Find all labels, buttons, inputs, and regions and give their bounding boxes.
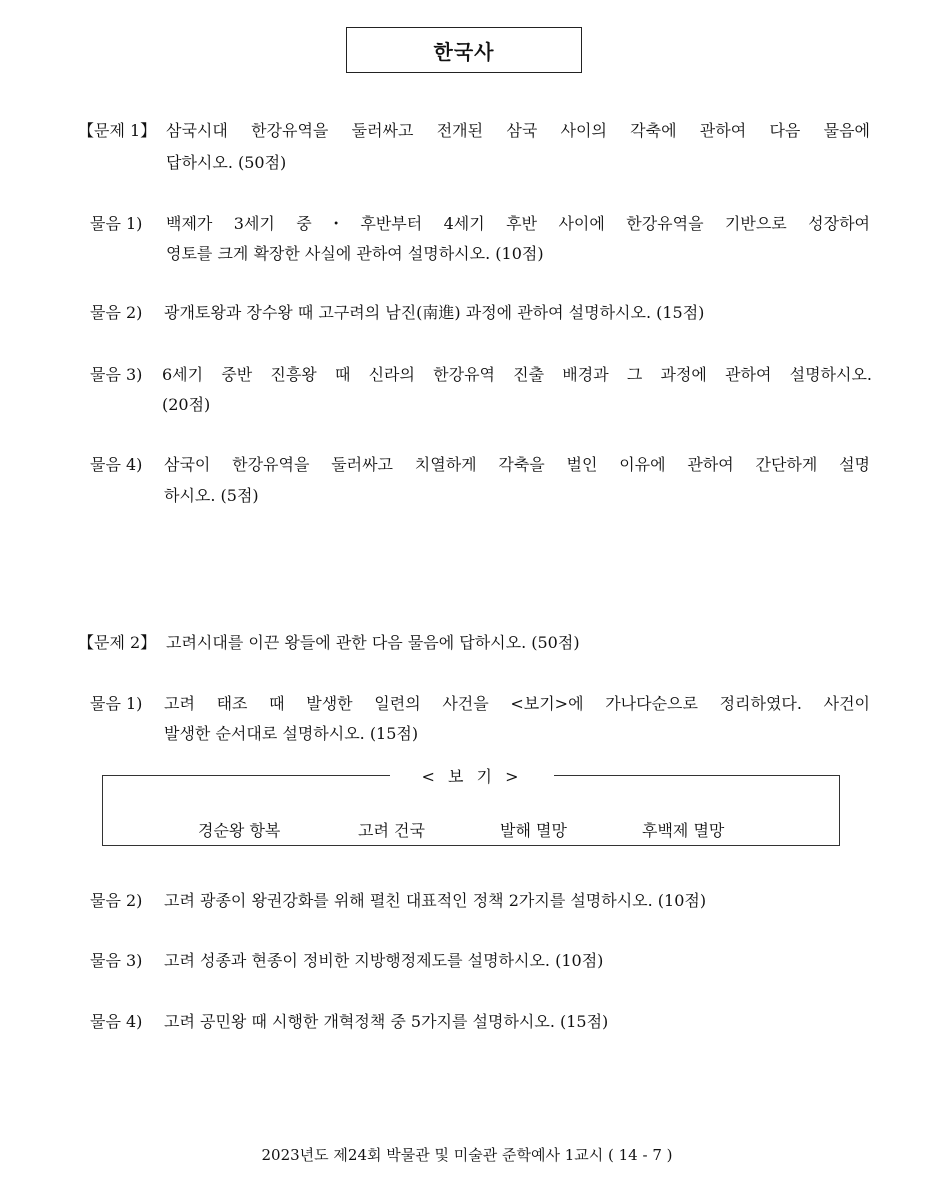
q2-sub1-line2: 발생한 순서대로 설명하시오. (15점) <box>164 724 419 743</box>
question-1-label: 【문제 1】 <box>78 121 157 140</box>
example-item: 고려 건국 <box>358 821 425 840</box>
question-1-line1: 삼국시대 한강유역을 둘러싸고 전개된 삼국 사이의 각축에 관하여 다음 물음에 <box>166 121 870 140</box>
q1-sub3-label: 물음 3) <box>90 365 143 384</box>
example-item: 후백제 멸망 <box>642 821 725 840</box>
q1-sub2-line1: 광개토왕과 장수왕 때 고구려의 남진(南進) 과정에 관하여 설명하시오. (15점) <box>164 303 705 322</box>
q2-sub4-label: 물음 4) <box>90 1012 143 1031</box>
q2-sub3-label: 물음 3) <box>90 951 143 970</box>
q1-sub3-line1: 6세기 중반 진흥왕 때 신라의 한강유역 진출 배경과 그 과정에 관하여 설명하시오. <box>162 365 872 384</box>
example-box-title: < 보 기 > <box>390 764 554 790</box>
q1-sub1-line2: 영토를 크게 확장한 사실에 관하여 설명하시오. (10점) <box>166 244 544 263</box>
q1-sub4-label: 물음 4) <box>90 455 143 474</box>
question-2-label: 【문제 2】 <box>78 633 157 652</box>
q1-sub4-line2: 하시오. (5점) <box>164 486 259 505</box>
q1-sub4-line1: 삼국이 한강유역을 둘러싸고 치열하게 각축을 벌인 이유에 관하여 간단하게 설명 <box>164 455 870 474</box>
question-2-line1: 고려시대를 이끈 왕들에 관한 다음 물음에 답하시오. (50점) <box>166 633 580 652</box>
question-1-line2: 답하시오. (50점) <box>166 153 287 172</box>
page-title: 한국사 <box>346 27 582 73</box>
q2-sub1-line1: 고려 태조 때 발생한 일련의 사건을 <보기>에 가나다순으로 정리하였다. 사건이 <box>164 694 870 713</box>
q2-sub1-label: 물음 1) <box>90 694 143 713</box>
example-item: 발해 멸망 <box>500 821 567 840</box>
example-item: 경순왕 항복 <box>198 821 281 840</box>
q2-sub2-label: 물음 2) <box>90 891 143 910</box>
page-footer: 2023년도 제24회 박물관 및 미술관 준학예사 1교시 ( 14 - 7 ) <box>261 1146 673 1164</box>
q2-sub3-line1: 고려 성종과 현종이 정비한 지방행정제도를 설명하시오. (10점) <box>164 951 604 970</box>
q1-sub1-label: 물음 1) <box>90 214 143 233</box>
q1-sub2-label: 물음 2) <box>90 303 143 322</box>
q1-sub1-line1: 백제가 3세기 중・후반부터 4세기 후반 사이에 한강유역을 기반으로 성장하여 <box>166 214 870 233</box>
q2-sub2-line1: 고려 광종이 왕권강화를 위해 펼친 대표적인 정책 2가지를 설명하시오. (10점) <box>164 891 707 910</box>
q2-sub4-line1: 고려 공민왕 때 시행한 개혁정책 중 5가지를 설명하시오. (15점) <box>164 1012 609 1031</box>
q1-sub3-line2: (20점) <box>162 395 211 414</box>
